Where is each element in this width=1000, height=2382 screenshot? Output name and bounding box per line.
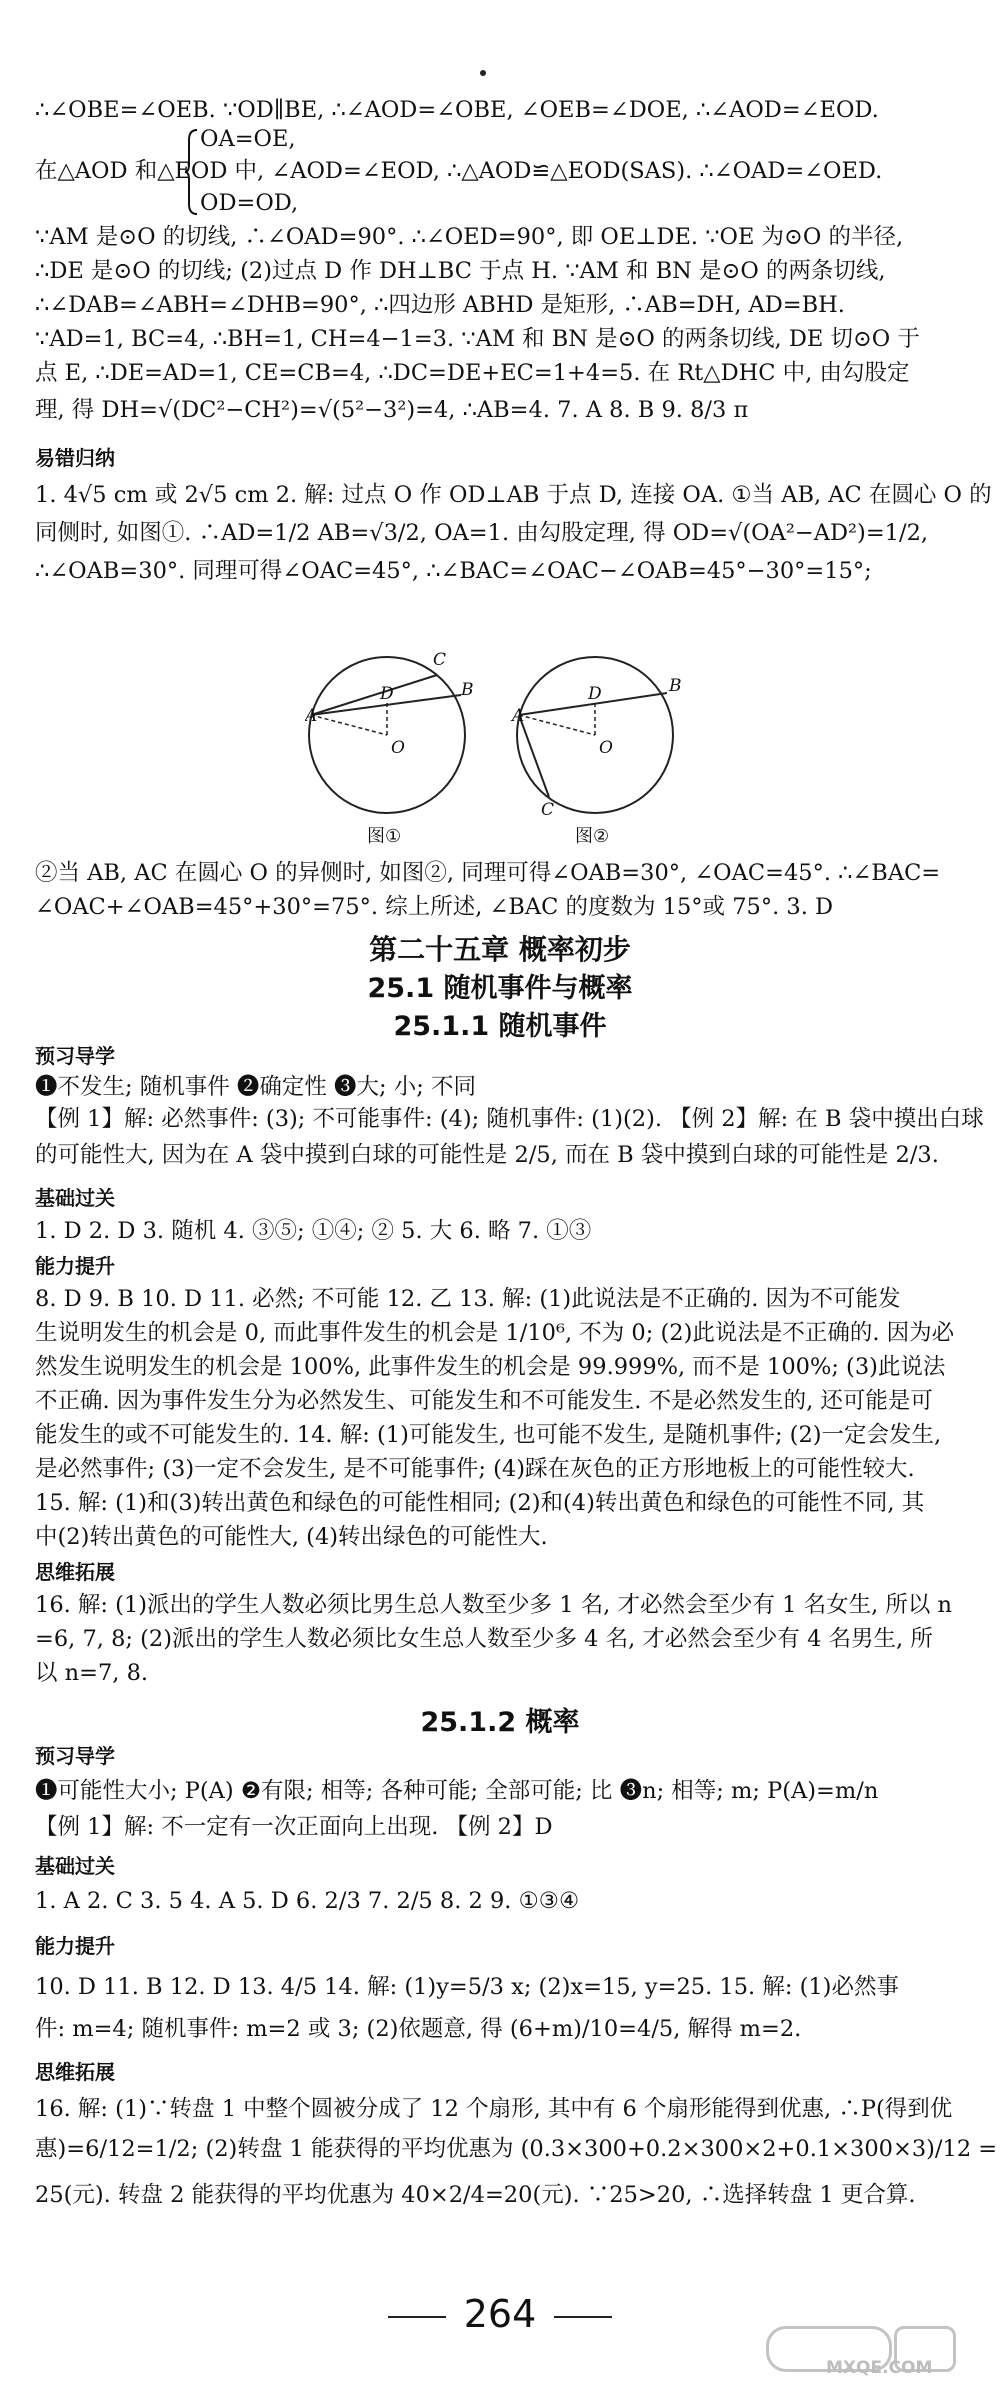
- text-line: ∴DE 是⊙O 的切线; (2)过点 D 作 DH⊥BC 于点 H. ∵AM 和 BN 是⊙O 的两条切线,: [35, 258, 886, 284]
- text-line: 生说明发生的机会是 0, 而此事件发生的机会是 1/10⁶, 不为 0; (2)此说法是不正确的. 因为必: [35, 1320, 955, 1346]
- section-heading: 易错归纳: [35, 446, 115, 470]
- section-heading: 能力提升: [35, 1934, 115, 1958]
- circle-figures: [305, 635, 695, 850]
- text-line: 同侧时, 如图①. ∴AD=1/2 AB=√3/2, OA=1. 由勾股定理, 得 OD=√(OA²−AD²)=1/2,: [35, 520, 929, 546]
- text-line: 1. A 2. C 3. 5 4. A 5. D 6. 2/3 7. 2/5 8. 2 9. ①③④: [35, 1888, 580, 1914]
- text-line: =6, 7, 8; (2)派出的学生人数必须比女生总人数至少多 4 名, 才必然会至少有 4 名男生, 所: [35, 1626, 933, 1652]
- text-line: 件: m=4; 随机事件: m=2 或 3; (2)依题意, 得 (6+m)/10=4/5, 解得 m=2.: [35, 2016, 802, 2042]
- figure-caption-2: 图②: [575, 826, 610, 847]
- subsection-title: 25.1.2 概率: [420, 1707, 580, 1738]
- section-heading: 思维拓展: [35, 2060, 115, 2084]
- section-heading: 基础过关: [35, 1854, 115, 1878]
- text-line: 不正确. 因为事件发生分为必然发生、可能发生和不可能发生. 不是必然发生的, 还可能是可: [35, 1388, 933, 1414]
- text-line: ∴∠DAB=∠ABH=∠DHB=90°, ∴四边形 ABHD 是矩形, ∴AB=DH, AD=BH.: [35, 292, 845, 318]
- section-title: 25.1 随机事件与概率: [367, 973, 633, 1004]
- page-number-value: 264: [463, 2292, 537, 2336]
- text-line: ∴∠OAB=30°. 同理可得∠OAC=45°, ∴∠BAC=∠OAC−∠OAB=45°−30°=15°;: [35, 558, 872, 584]
- watermark-url: MXQE.COM: [826, 2358, 933, 2378]
- section-heading: 预习导学: [35, 1744, 115, 1768]
- section-heading: 预习导学: [35, 1044, 115, 1068]
- text-line: 1. D 2. D 3. 随机 4. ③⑤; ①④; ② 5. 大 6. 略 7. ①③: [35, 1218, 592, 1244]
- top-dot: [480, 70, 486, 76]
- page-number-dash-right: [554, 2316, 612, 2318]
- text-line: 中(2)转出黄色的可能性大, (4)转出绿色的可能性大.: [35, 1524, 548, 1550]
- text-line: ∵AM 是⊙O 的切线, ∴∠OAD=90°. ∴∠OED=90°, 即 OE⊥DE. ∵OE 为⊙O 的半径,: [35, 224, 904, 250]
- text-line: 然发生说明发生的机会是 100%, 此事件发生的机会是 99.999%, 而不是 100%; (3)此说法: [35, 1354, 946, 1380]
- point-label-A: A: [305, 706, 318, 726]
- point-label-D: D: [380, 684, 394, 704]
- text-line: OA=OE,: [200, 126, 296, 152]
- text-line: ∵AD=1, BC=4, ∴BH=1, CH=4−1=3. ∵AM 和 BN 是⊙O 的两条切线, DE 切⊙O 于: [35, 326, 920, 352]
- text-line: 16. 解: (1)派出的学生人数必须比男生总人数至少多 1 名, 才必然会至少有 1 名女生, 所以 n: [35, 1592, 953, 1618]
- text-line: 的可能性大, 因为在 A 袋中摸到白球的可能性是 2/5, 而在 B 袋中摸到白球的可能性是 2/3.: [35, 1142, 939, 1168]
- text-line: OD=OD,: [200, 190, 299, 216]
- section-heading: 思维拓展: [35, 1560, 115, 1584]
- point-label-B: B: [669, 676, 682, 696]
- point-label-O: O: [391, 738, 405, 758]
- text-line: 【例 1】解: 不一定有一次正面向上出现. 【例 2】D: [35, 1814, 553, 1840]
- text-line: 10. D 11. B 12. D 13. 4/5 14. 解: (1)y=5/3 x; (2)x=15, y=25. 15. 解: (1)必然事: [35, 1974, 899, 2000]
- text-line: ❶可能性大小; P(A) ❷有限; 相等; 各种可能; 全部可能; 比 ❸n; 相等; m; P(A)=m/n: [35, 1778, 879, 1804]
- text-line: 16. 解: (1)∵转盘 1 中整个圆被分成了 12 个扇形, 其中有 6 个扇形能得到优惠, ∴P(得到优: [35, 2096, 953, 2122]
- text-line: 1. 4√5 cm 或 2√5 cm 2. 解: 过点 O 作 OD⊥AB 于点 D, 连接 OA. ①当 AB, AC 在圆心 O 的: [35, 482, 992, 508]
- text-line: 是必然事件; (3)一定不会发生, 是不可能事件; (4)踩在灰色的正方形地板上的可能性较大.: [35, 1456, 915, 1482]
- text-line: ∴∠OBE=∠OEB. ∵OD∥BE, ∴∠AOD=∠OBE, ∠OEB=∠DOE, ∴∠AOD=∠EOD.: [35, 97, 879, 123]
- point-label-D: D: [588, 684, 602, 704]
- point-label-O: O: [599, 738, 613, 758]
- text-line: ∠OAC+∠OAB=45°+30°=75°. 综上所述, ∠BAC 的度数为 15°或 75°. 3. D: [35, 894, 834, 920]
- text-line: 【例 1】解: 必然事件: (3); 不可能事件: (4); 随机事件: (1)(2). 【例 2】解: 在 B 袋中摸出白球: [35, 1106, 984, 1132]
- watermark-logo: [766, 2326, 986, 2378]
- text-line: 点 E, ∴DE=AD=1, CE=CB=4, ∴DC=DE+EC=1+4=5. 在 Rt△DHC 中, 由勾股定: [35, 360, 910, 386]
- section-heading: 能力提升: [35, 1254, 115, 1278]
- point-label-A: A: [512, 706, 525, 726]
- text-line: 25(元). 转盘 2 能获得的平均优惠为 40×2/4=20(元). ∵25>20, ∴选择转盘 1 更合算.: [35, 2182, 916, 2208]
- chapter-title: 第二十五章 概率初步: [369, 933, 631, 966]
- text-line: ❶不发生; 随机事件 ❷确定性 ❸大; 小; 不同: [35, 1074, 477, 1100]
- subsection-title: 25.1.1 随机事件: [393, 1011, 607, 1042]
- section-heading: 基础过关: [35, 1186, 115, 1210]
- text-line: ②当 AB, AC 在圆心 O 的异侧时, 如图②, 同理可得∠OAB=30°, ∠OAC=45°. ∴∠BAC=: [35, 860, 941, 886]
- text-line: 惠)=6/12=1/2; (2)转盘 1 能获得的平均优惠为 (0.3×300+0.2×300×2+0.1×300×3)/12 =: [35, 2136, 998, 2162]
- point-label-C: C: [433, 650, 447, 670]
- text-line: 能发生的或不可能发生的. 14. 解: (1)可能发生, 也可能不发生, 是随机事件; (2)一定会发生,: [35, 1422, 942, 1448]
- text-line: 8. D 9. B 10. D 11. 必然; 不可能 12. 乙 13. 解: (1)此说法是不正确的. 因为不可能发: [35, 1286, 901, 1312]
- text-line: 在△AOD 和△EOD 中, ∠AOD=∠EOD, ∴△AOD≌△EOD(SAS). ∴∠OAD=∠OED.: [35, 158, 883, 184]
- figure-caption-1: 图①: [367, 826, 402, 847]
- text-line: 理, 得 DH=√(DC²−CH²)=√(5²−3²)=4, ∴AB=4. 7. A 8. B 9. 8/3 π: [35, 397, 749, 423]
- point-label-C: C: [541, 800, 555, 820]
- text-line: 以 n=7, 8.: [35, 1660, 149, 1686]
- point-label-B: B: [461, 680, 474, 700]
- page-number-dash-left: [388, 2316, 446, 2318]
- text-line: 15. 解: (1)和(3)转出黄色和绿色的可能性相同; (2)和(4)转出黄色和绿色的可能性不同, 其: [35, 1490, 925, 1516]
